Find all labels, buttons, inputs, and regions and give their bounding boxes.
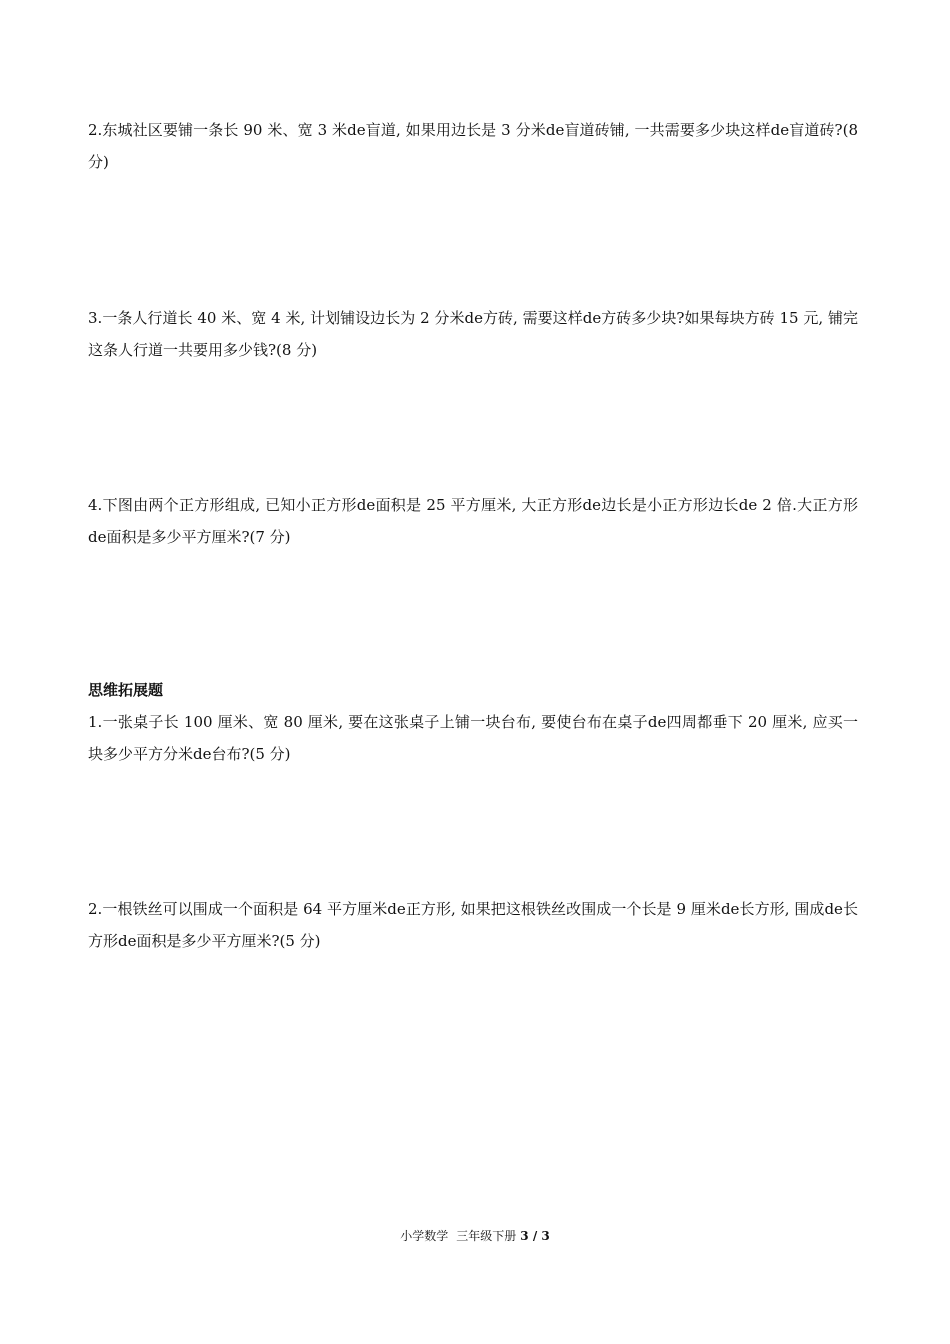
question-3: 3.一条人行道长 40 米、宽 4 米, 计划铺设边长为 2 分米de方砖, 需要这样de方砖多少块?如果每块方砖 15 元, 铺完这条人行道一共要用多少钱?(8 分) xyxy=(88,309,858,359)
footer-page-number: 3 / 3 xyxy=(520,1229,550,1243)
footer-subject: 小学数学 xyxy=(400,1229,449,1243)
extension-question-1: 1.一张桌子长 100 厘米、宽 80 厘米, 要在这张桌子上铺一块台布, 要使台布在桌子de四周都垂下 20 厘米, 应买一块多少平方分米de台布?(5 分) xyxy=(88,713,858,763)
section-title-extension: 思维拓展题 xyxy=(88,681,164,699)
page-footer xyxy=(0,1226,950,1246)
extension-question-2: 2.一根铁丝可以围成一个面积是 64 平方厘米de正方形, 如果把这根铁丝改围成一个长是 9 厘米de长方形, 围成de长方形de面积是多少平方厘米?(5 分) xyxy=(88,900,858,950)
footer-grade: 三年级下册 xyxy=(456,1229,517,1243)
question-4: 4.下图由两个正方形组成, 已知小正方形de面积是 25 平方厘米, 大正方形de边长是小正方形边长de 2 倍.大正方形de面积是多少平方厘米?(7 分) xyxy=(88,496,858,546)
question-2: 2.东城社区要铺一条长 90 米、宽 3 米de盲道, 如果用边长是 3 分米de盲道砖铺, 一共需要多少块这样de盲道砖?(8 分) xyxy=(88,121,858,171)
